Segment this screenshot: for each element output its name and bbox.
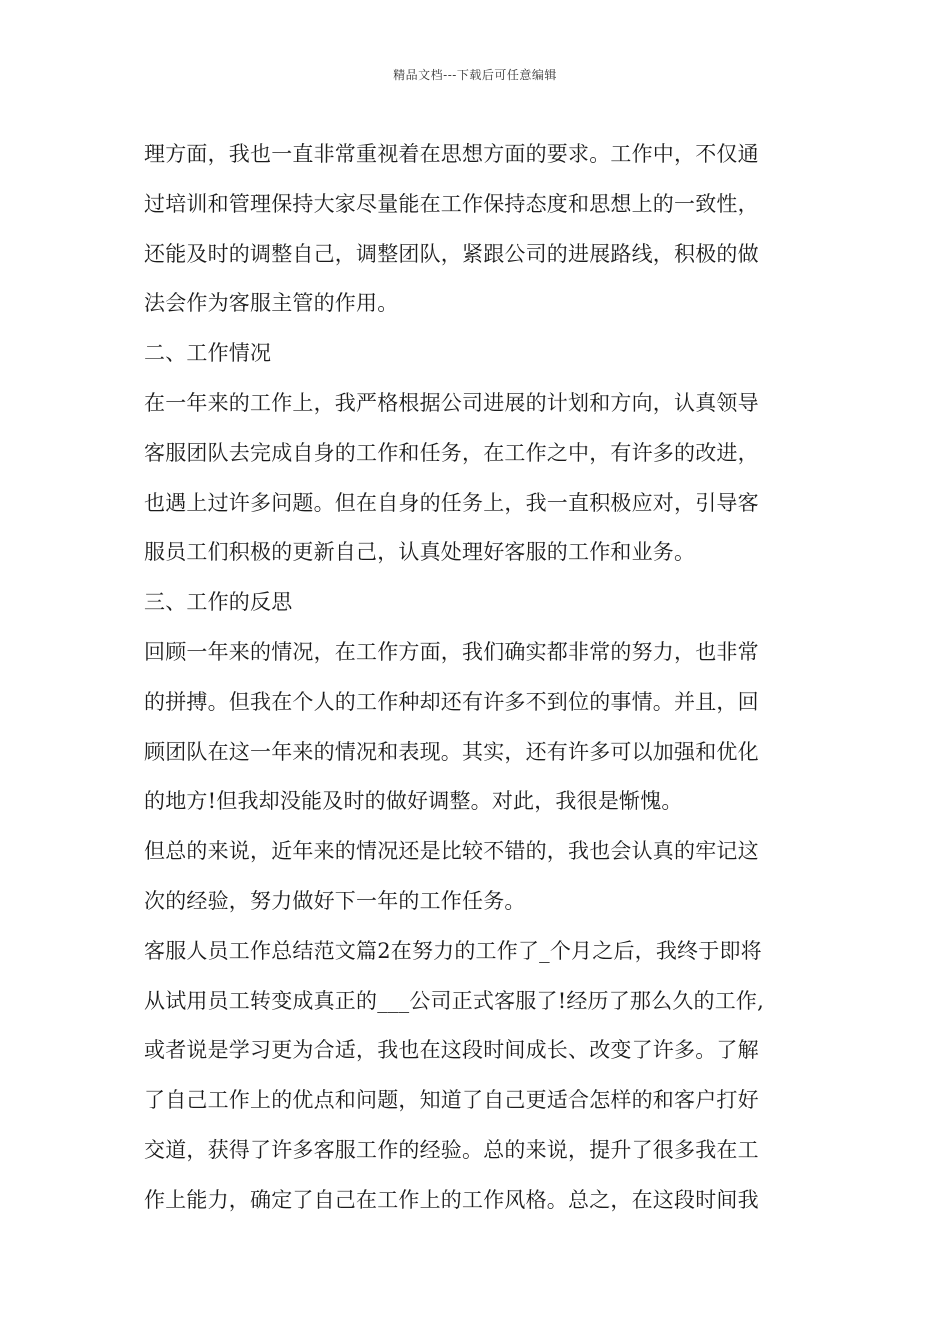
text-line: 或者说是学习更为合适，我也在这段时间成长、改变了许多。了解 <box>144 1038 759 1063</box>
text-line: 次的经验，努力做好下一年的工作任务。 <box>144 888 526 913</box>
document-body <box>144 130 844 1226</box>
text-line: 客服人员工作总结范文篇2在努力的工作了_个月之后，我终于即将 <box>144 938 762 963</box>
text-line: 在一年来的工作上，我严格根据公司进展的计划和方向，认真领导 <box>144 390 759 415</box>
text-line: 了自己工作上的优点和问题，知道了自己更适合怎样的和客户打好 <box>144 1088 759 1113</box>
section-heading: 二、工作情况 <box>144 341 272 366</box>
text-line: 回顾一年来的情况，在工作方面，我们确实都非常的努力，也非常 <box>144 639 759 664</box>
text-line: 但总的来说，近年来的情况还是比较不错的，我也会认真的牢记这 <box>144 839 759 864</box>
text-line: 顾团队在这一年来的情况和表现。其实，还有许多可以加强和优化 <box>144 739 759 764</box>
text-line: 作上能力，确定了自己在工作上的工作风格。总之，在这段时间我 <box>144 1187 759 1212</box>
text-line: 理方面，我也一直非常重视着在思想方面的要求。工作中，不仅通 <box>144 142 759 166</box>
text-line: 过培训和管理保持大家尽量能在工作保持态度和思想上的一致性， <box>144 191 759 216</box>
text-line: 从试用员工转变成真正的___公司正式客服了!经历了那么久的工作, <box>144 988 765 1013</box>
section-heading: 三、工作的反思 <box>144 590 293 615</box>
text-line: 服员工们积极的更新自己，认真处理好客服的工作和业务。 <box>144 540 696 565</box>
text-line: 的地方!但我却没能及时的做好调整。对此，我很是惭愧。 <box>144 789 683 814</box>
text-line: 交道，获得了许多客服工作的经验。总的来说，提升了很多我在工 <box>144 1137 759 1162</box>
page-header: 精品文档---下载后可任意编辑 <box>393 68 557 82</box>
text-line: 还能及时的调整自己，调整团队，紧跟公司的进展路线，积极的做 <box>144 241 759 266</box>
text-line: 也遇上过许多问题。但在自身的任务上，我一直积极应对，引导客 <box>144 490 759 515</box>
text-line: 的拼搏。但我在个人的工作种却还有许多不到位的事情。并且，回 <box>144 689 759 714</box>
text-line: 客服团队去完成自身的工作和任务，在工作之中，有许多的改进， <box>144 440 759 465</box>
text-line: 法会作为客服主管的作用。 <box>144 291 399 316</box>
